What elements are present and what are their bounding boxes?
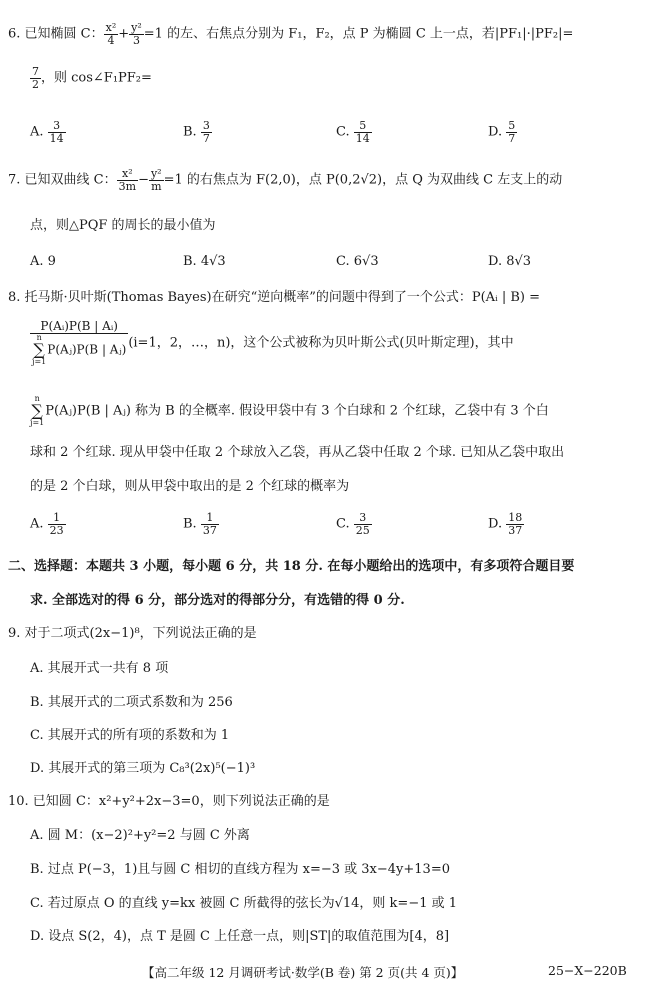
q7-option-b: B. 4√3 [183,254,226,269]
q8-option-a: A. $\frac{1}{23}$ [30,511,64,537]
q6-stem-line1: 6. 已知椭圆 C： $\frac{\text{x²}}{4}$ + $\frac{\text{y²}}{3}$ =1 的左、右焦点分别为 F₁，F₂，点 P 为椭圆 C 上一点，若|PF₁|·|PF₂|= [8,21,574,47]
q8-stem-line4: 球和 2 个红球. 现从甲袋中任取 2 个球放入乙袋，再从乙袋中任取 2 个球. 已知从乙袋中取出 [30,445,565,460]
q6-frac-value: $\frac{7}{2}$ [32,65,39,91]
q6-stem-mid: =1 的左、右焦点分别为 F₁，F₂，点 P 为椭圆 C 上一点，若|PF₁|·|PF₂|= [143,26,574,42]
section2-instructions: 求. 全部选对的得 6 分，部分选对的得部分分，有选错的得 0 分. [30,593,405,608]
q7-stem-line1: 7. 已知双曲线 C： $\frac{\text{x²}}{3m}$ − $\frac{\text{y²}}{m}$ =1 的右焦点为 F(2,0)，点 P(0,2√2)，点 Q 为双曲线 C 左支上的动 [8,167,563,193]
q6-option-c: C. $\frac{5}{14}$ [336,119,370,145]
q6-frac-x: $\frac{\text{x²}}{4}$ [105,21,117,47]
q8-stem-line2: (i=1，2，…，n)，这个公式被称为贝叶斯公式(贝叶斯定理)，其中 [128,335,514,351]
q6-option-d: D. $\frac{5}{7}$ [488,119,516,145]
q10-option-b: B. 过点 P(−3，1)且与圆 C 相切的直线方程为 x=−3 或 3x−4y+13=0 [30,862,450,877]
q10-stem: 10. 已知圆 C：x²+y²+2x−3=0，则下列说法正确的是 [8,794,330,809]
q8-stem-line1: 8. 托马斯·贝叶斯(Thomas Bayes)在研究“逆向概率”的问题中得到了一个公式：P(Aᵢ | B) = [8,290,540,305]
section2-heading: 二、选择题：本题共 3 小题，每小题 6 分，共 18 分. 在每小题给出的选项中，有多项符合题目要 [8,559,575,574]
q8-sum-sign-2: n ∑ j=1 [30,394,45,427]
q9-stem: 9. 对于二项式(2x−1)⁸，下列说法正确的是 [8,626,257,641]
q9-option-c: C. 其展开式的所有项的系数和为 1 [30,728,230,743]
q8-option-b: B. $\frac{1}{37}$ [183,511,217,537]
q10-option-d: D. 设点 S(2，4)，点 T 是圆 C 上任意一点，则|ST|的取值范围为[4，8] [30,929,450,944]
q8-option-d: D. $\frac{18}{37}$ [488,511,523,537]
page-footer: 【高二年级 12 月调研考试·数学(B 卷) 第 2 页(共 4 页)】 [142,965,464,980]
exam-code: 25−X−220B [548,963,627,978]
q7-frac-x: $\frac{\text{x²}}{3m}$ [118,167,137,193]
q10-option-c: C. 若过原点 O 的直线 y=kx 被圆 C 所截得的弦长为√14，则 k=−1 或 1 [30,896,458,911]
q8-stem-line5: 的是 2 个白球，则从甲袋中取出的是 2 个红球的概率为 [30,479,350,494]
q8-formula-line [30,320,514,366]
q8-stem-line3: n ∑ j=1P(Aⱼ)P(B | Aⱼ) 称为 B 的全概率. 假设甲袋中有 3 个白球和 2 个红球，乙袋中有 3 个白 [30,394,549,427]
q6-option-a: A. $\frac{3}{14}$ [30,119,64,145]
q9-option-d: D. 其展开式的第三项为 C₈³(2x)⁵(−1)³ [30,761,256,776]
q7-option-d: D. 8√3 [488,254,532,269]
q7-option-c: C. 6√3 [336,254,379,269]
q9-option-a: A. 其展开式一共有 8 项 [30,661,169,676]
q9-option-b: B. 其展开式的二项式系数和为 256 [30,695,233,710]
q7-frac-y: $\frac{\text{y²}}{m}$ [150,167,162,193]
q8-sum-sign: n ∑ j=1 [32,332,47,366]
q10-option-a: A. 圆 M：(x−2)²+y²=2 与圆 C 外离 [30,828,250,843]
q6-stem-end: ，则 cos∠F₁PF₂= [41,70,152,86]
q8-bayes-fraction: P(Aᵢ)P(B | Aᵢ) n ∑ j=1P(Aⱼ)P(B | Aⱼ) [32,319,127,366]
q8-option-c: C. $\frac{3}{25}$ [336,511,370,537]
q6-frac-y: $\frac{\text{y²}}{3}$ [131,21,142,47]
q7-option-a: A. 9 [30,254,56,269]
q7-stem-line2: 点，则△PQF 的周长的最小值为 [30,218,216,233]
q6-option-b: B. $\frac{3}{7}$ [183,119,210,145]
q6-stem-start: 6. 已知椭圆 C： [8,26,104,42]
q6-stem-line2 [30,66,152,90]
